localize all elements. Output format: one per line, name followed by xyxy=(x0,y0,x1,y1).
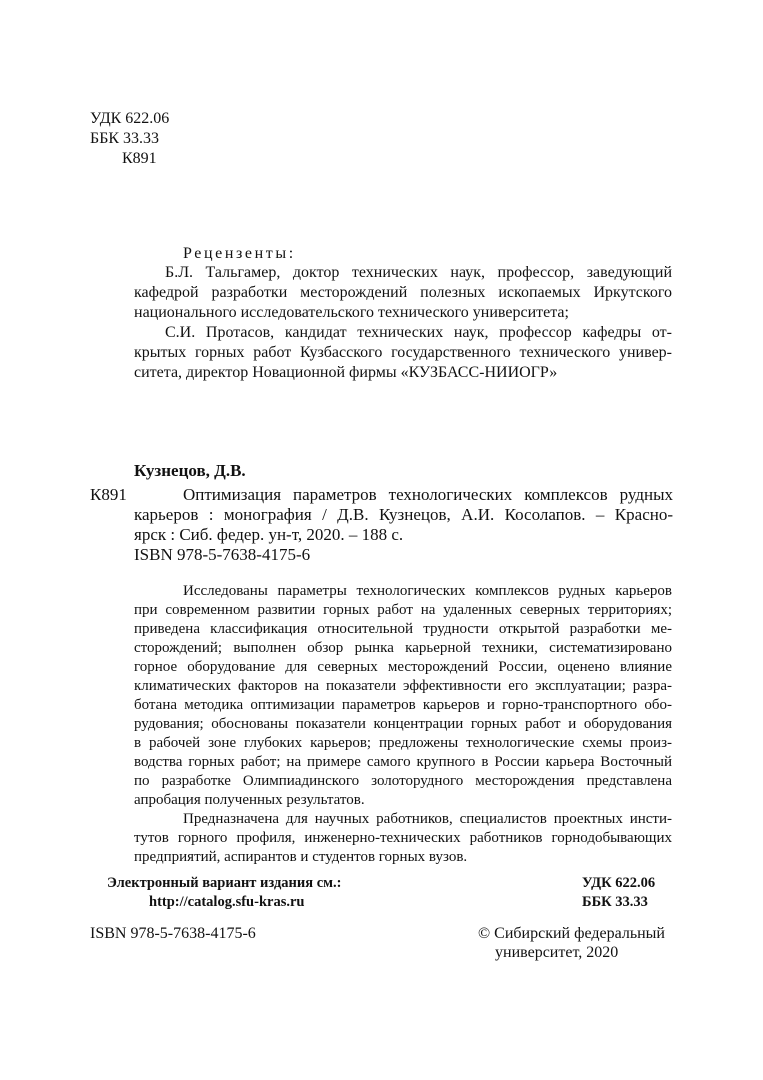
bib-isbn: ISBN 978-5-7638-4175-6 xyxy=(134,545,311,564)
udk-code: УДК 622.06 xyxy=(90,110,170,127)
abstract-line: тутов горного профиля, инженерно-технических работников горнодобывающих xyxy=(134,830,672,846)
bib-title-line: Оптимизация параметров технологических комплексов рудных xyxy=(183,485,673,504)
abstract-line: рудования; обоснованы показатели концентрации горных работ и оборудования xyxy=(134,716,672,732)
abstract-line: Исследованы параметры технологических комплексов рудных карьеров xyxy=(183,583,672,599)
bottom-bbk: ББК 33.33 xyxy=(582,894,648,910)
bbk-code: ББК 33.33 xyxy=(90,130,160,147)
abstract-line: в рабочей зоне глубоких карьеров; предложены технологические схемы произ- xyxy=(134,735,672,751)
reviewer-1-line: кафедрой разработки месторождений полезных ископаемых Иркутского xyxy=(134,284,672,301)
bottom-udk: УДК 622.06 xyxy=(582,875,656,891)
abstract-line: ботана методика оптимизации параметров карьеров и горно-транспортного обо- xyxy=(134,697,672,713)
abstract-line: климатических факторов на показатели эффективности его эксплуатации; разра- xyxy=(134,678,672,694)
bib-title-line: ярск : Сиб. федер. ун-т, 2020. – 188 с. xyxy=(134,525,404,544)
bib-sign: К891 xyxy=(90,485,127,504)
abstract-line: горное оборудование для северных месторождений России, оценено влияние xyxy=(134,659,672,675)
abstract-line: сторождений; выполнен обзор рынка карьерной техники, систематизировано xyxy=(134,640,672,656)
footer-isbn: ISBN 978-5-7638-4175-6 xyxy=(90,925,256,942)
reviewers-heading: Рецензенты: xyxy=(183,245,296,262)
reviewer-1-line: Б.Л. Тальгамер, доктор технических наук, профессор, заведующий xyxy=(165,264,672,281)
reviewer-2-line: крытых горных работ Кузбасского государственного технического универ- xyxy=(134,344,672,361)
reviewer-2-line: С.И. Протасов, кандидат технических наук, профессор кафедры от- xyxy=(165,324,672,341)
abstract-line: апробация полученных результатов. xyxy=(134,792,365,808)
bib-title-line: карьеров : монография / Д.В. Кузнецов, А.И. Косолапов. – Красно- xyxy=(134,505,673,524)
abstract-line: при современном развитии горных работ на удаленных северных территориях; xyxy=(134,602,672,618)
author-sign: К891 xyxy=(122,150,157,167)
abstract-line: водства горных работ; на примере самого крупного в России карьера Восточный xyxy=(134,754,672,770)
copyright-line: © Сибирский федеральный xyxy=(478,925,665,942)
reviewer-1-line: национального исследовательского технического университета; xyxy=(134,304,569,321)
abstract-line: предприятий, аспирантов и студентов горных вузов. xyxy=(134,849,468,865)
bib-author: Кузнецов, Д.В. xyxy=(134,461,246,480)
abstract-line: Предназначена для научных работников, специалистов проектных инсти- xyxy=(183,811,672,827)
abstract-line: по разработке Олимпиадинского золоторудного месторождения представлена xyxy=(134,773,672,789)
electronic-url[interactable]: http://catalog.sfu-kras.ru xyxy=(149,894,305,910)
copyright-line: университет, 2020 xyxy=(495,944,619,961)
reviewer-2-line: ситета, директор Новационной фирмы «КУЗБАСС-НИИОГР» xyxy=(134,364,558,381)
electronic-version-label: Электронный вариант издания см.: xyxy=(107,875,342,891)
abstract-line: приведена классификация относительной трудности открытой разработки ме- xyxy=(134,621,672,637)
